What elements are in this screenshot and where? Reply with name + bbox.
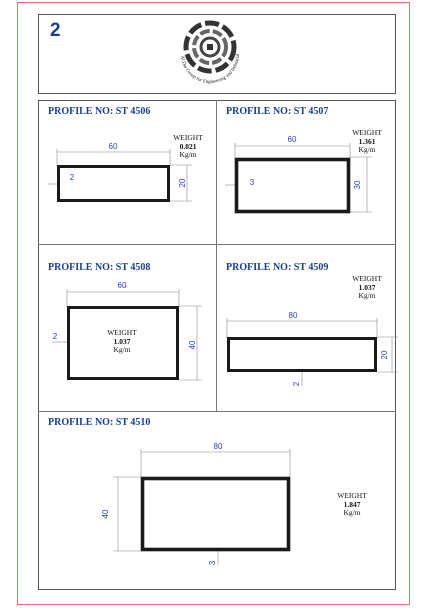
weight-value: 0.821 — [179, 141, 197, 151]
dim-width-4509: 80 — [288, 311, 298, 320]
weight-unit: Kg/m — [179, 150, 197, 159]
weight-unit: Kg/m — [343, 508, 361, 517]
dim-thickness-4507: 3 — [249, 178, 255, 187]
profile-title-4510: PROFILE NO: ST 4510 — [48, 417, 151, 428]
weight-value: 1.847 — [343, 499, 361, 509]
profile-title-4506: PROFILE NO: ST 4506 — [48, 106, 151, 117]
profile-section-4508 — [69, 308, 178, 379]
dim-thickness-4506: 2 — [69, 173, 75, 182]
dim-width-4506: 60 — [108, 142, 118, 151]
profile-section-4506 — [59, 167, 169, 201]
profile-section-4510 — [143, 479, 289, 550]
dim-height-4506: 20 — [178, 178, 187, 188]
weight-unit: Kg/m — [113, 345, 131, 354]
dim-height-4508: 40 — [188, 340, 197, 350]
dim-height-4509: 20 — [380, 350, 389, 360]
logo-caption: Al Dar Group for Engineering and Industrial — [179, 53, 242, 86]
weight-value: 1.361 — [358, 136, 376, 146]
weight-label: WEIGHT — [352, 128, 382, 137]
profile-title-4507: PROFILE NO: ST 4507 — [226, 106, 329, 117]
dim-height-4510: 40 — [101, 509, 110, 519]
dim-width-4510: 80 — [213, 442, 223, 451]
profile-section-4509 — [229, 339, 376, 371]
dim-thickness-4510: 3 — [208, 560, 217, 566]
weight-label: WEIGHT — [352, 274, 382, 283]
dim-thickness-4508: 2 — [52, 332, 58, 341]
profile-title-4508: PROFILE NO: ST 4508 — [48, 262, 151, 273]
weight-label: WEIGHT — [173, 133, 203, 142]
dim-thickness-4509: 2 — [292, 381, 301, 387]
weight-value: 1.037 — [358, 282, 376, 292]
dim-height-4507: 30 — [353, 180, 362, 190]
page-number: 2 — [50, 20, 61, 41]
dim-width-4508: 60 — [117, 281, 127, 290]
weight-unit: Kg/m — [358, 145, 376, 154]
weight-label: WEIGHT — [337, 491, 367, 500]
profile-title-4509: PROFILE NO: ST 4509 — [226, 262, 329, 273]
dim-width-4507: 60 — [287, 135, 297, 144]
weight-value: 1.037 — [113, 336, 131, 346]
weight-unit: Kg/m — [358, 291, 376, 300]
weight-label: WEIGHT — [107, 328, 137, 337]
